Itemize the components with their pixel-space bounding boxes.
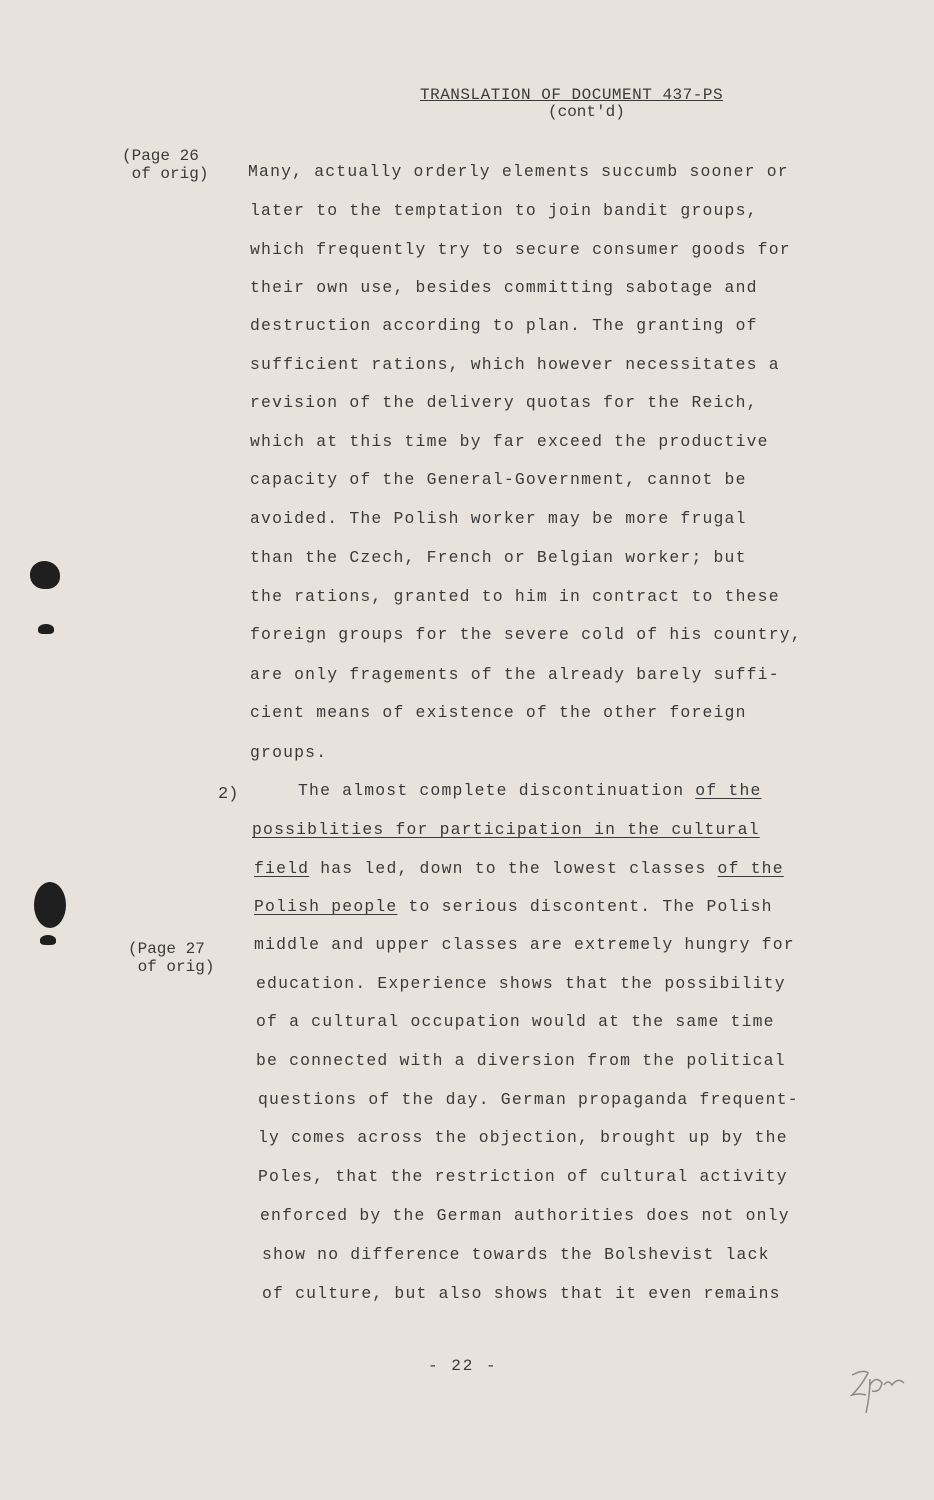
text-line: capacity of the General-Government, cannot be (250, 470, 747, 489)
punch-mark (38, 624, 54, 634)
text-line: than the Czech, French or Belgian worker; but (250, 548, 747, 567)
punch-hole (30, 561, 60, 589)
text-line: show no difference towards the Bolshevist lack (262, 1245, 770, 1264)
text-line (298, 781, 762, 800)
text-span: The almost complete discontinuation (298, 781, 696, 800)
item-number-2: 2) (218, 785, 239, 804)
text-line: of culture, but also shows that it even remains (262, 1284, 781, 1303)
text-line: which at this time by far exceed the productive (250, 432, 769, 451)
text-line: be connected with a diversion from the political (256, 1051, 786, 1070)
punch-mark (40, 935, 56, 945)
underlined-text: Polish people (254, 897, 398, 916)
page-number: - 22 - (428, 1357, 498, 1375)
text-line: of a cultural occupation would at the same time (256, 1012, 775, 1031)
text-line: education. Experience shows that the possibility (256, 974, 786, 993)
text-line: foreign groups for the severe cold of his country, (250, 625, 802, 644)
underlined-text: of the (717, 859, 784, 878)
text-line: destruction according to plan. The granting of (250, 316, 758, 335)
text-line: later to the temptation to join bandit groups, (250, 201, 758, 220)
margin-note-page-26: (Page 26 of orig) (122, 147, 209, 183)
text-line: which frequently try to secure consumer goods for (250, 240, 791, 259)
document-title: TRANSLATION OF DOCUMENT 437-PS (420, 86, 724, 104)
text-line: cient means of existence of the other foreign (250, 703, 747, 722)
text-line: sufficient rations, which however necessitates a (250, 355, 780, 374)
handwritten-initials-mark (842, 1355, 912, 1425)
text-line: revision of the delivery quotas for the Reich, (250, 393, 758, 412)
punch-hole (34, 882, 66, 928)
text-line: enforced by the German authorities does not only (260, 1206, 790, 1225)
text-line: middle and upper classes are extremely hungry for (254, 935, 795, 954)
text-line: ly comes across the objection, brought up by the (258, 1128, 788, 1147)
text-line (254, 897, 773, 916)
text-line: Many, actually orderly elements succumb sooner or (248, 162, 789, 181)
continued-label: (cont'd) (548, 103, 625, 121)
text-line: avoided. The Polish worker may be more frugal (250, 509, 747, 528)
text-line: are only fragements of the already barely suffi- (250, 665, 780, 684)
underlined-text: field (254, 859, 310, 878)
text-line (254, 859, 784, 878)
underlined-text: possiblities for participation in the cultural (252, 820, 760, 839)
text-span: has led, down to the lowest classes (309, 859, 718, 878)
text-line (252, 820, 760, 839)
margin-note-page-27: (Page 27 of orig) (128, 940, 215, 976)
text-span: to serious discontent. The Polish (397, 897, 773, 916)
text-line: their own use, besides committing sabotage and (250, 278, 758, 297)
text-line: Poles, that the restriction of cultural activity (258, 1167, 788, 1186)
text-line: the rations, granted to him in contract to these (250, 587, 780, 606)
text-line: questions of the day. German propaganda frequent- (258, 1090, 799, 1109)
text-line: groups. (250, 743, 328, 762)
underlined-text: of the (695, 781, 762, 800)
